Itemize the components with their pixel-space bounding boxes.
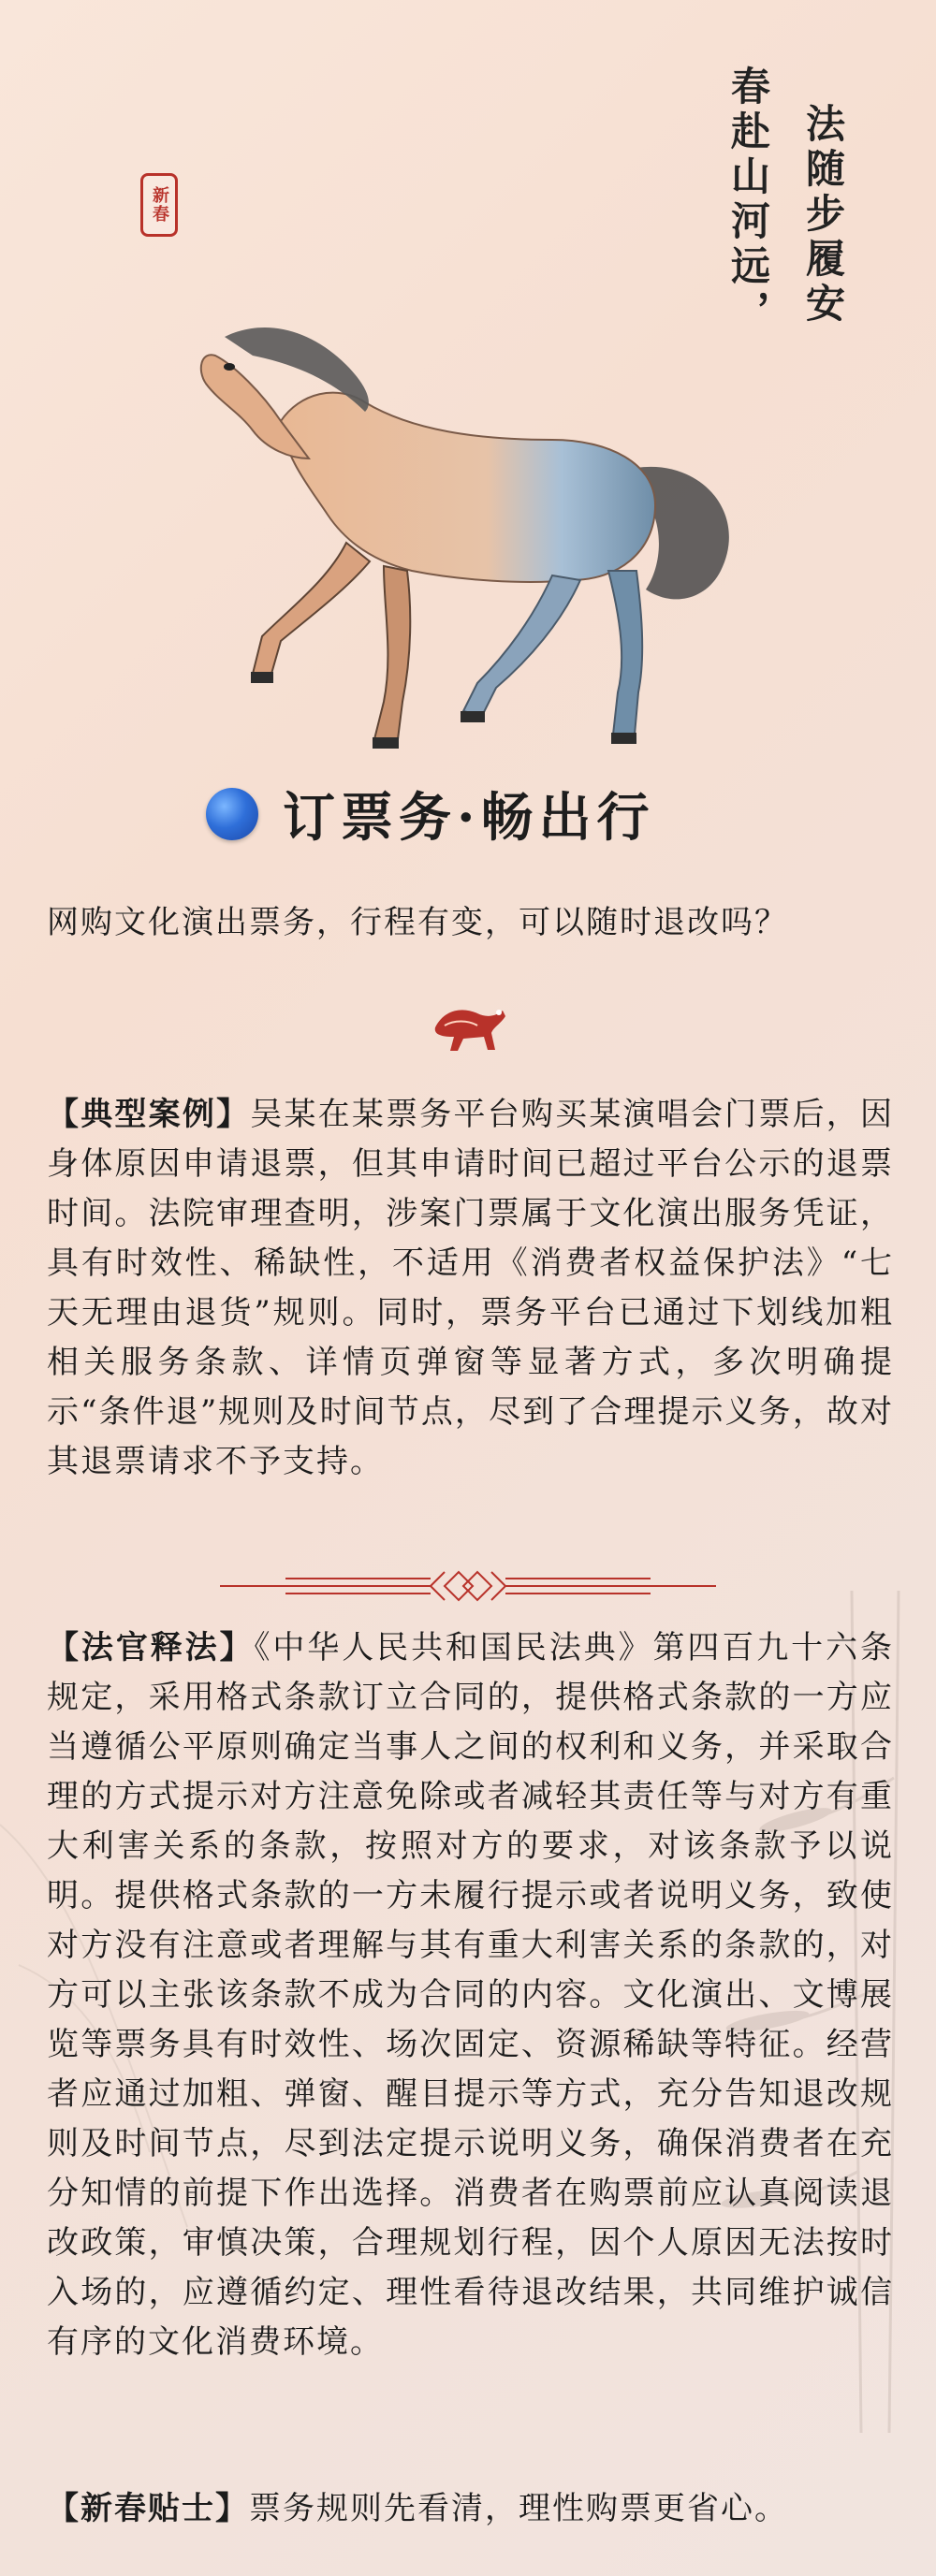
case-label: 【典型案例】 bbox=[47, 1096, 251, 1133]
tip-label: 【新春贴士】 bbox=[47, 2490, 249, 2527]
title-line-right: 法随步履安 bbox=[800, 103, 846, 327]
ornamental-divider bbox=[220, 1567, 716, 1605]
tip-text: 票务规则先看清，理性购票更省心。 bbox=[249, 2490, 788, 2527]
section-heading bbox=[206, 777, 655, 851]
section-title: 订票务·畅出行 bbox=[283, 787, 655, 849]
tip-line bbox=[47, 2484, 894, 2534]
explain-text: 《中华人民共和国民法典》第四百九十六条规定，采用格式条款订立合同的，提供格式条款的一方应当遵循公平原则确定当事人之间的权利和义务，并采取合理的方式提示对方注意免除或者减轻其责任等与对方有重大利害关系的条款，按照对方的要求，对该条款予以说明。提供格式条款的一方未履行提示或者说明义务，致使对方没有注意或者理解与其有重大利害关系的条款的，对方可以主张该条款不成为合同的内容。文化演出、文博展览等票务具有时效性、场次固定、资源稀缺等特征。经营者应通过加粗、弹窗、醒目提示等方式，充分告知退改规则及时间节点，尽到法定提示说明义务，确保消费者在充分知情的前提下作出选择。消费者在购票前应认真阅读退改政策，审慎决策，合理规划行程，因个人原因无法按时入场的，应遵循约定、理性看待退改结果，共同维护诚信有序的文化消费环境。 bbox=[47, 1629, 894, 2361]
title-line-left: 春赴山河远， bbox=[725, 65, 771, 335]
red-horse-stamp-icon bbox=[426, 999, 510, 1055]
explain-paragraph bbox=[47, 1623, 894, 2367]
case-paragraph bbox=[47, 1090, 894, 1487]
case-text: 吴某在某票务平台购买某演唱会门票后，因身体原因申请退票，但其申请时间已超过平台公示的退票时间。法院审理查明，涉案门票属于文化演出服务凭证，具有时效性、稀缺性，不适用《消费者权益保护法》“七天无理由退货”规则。同时，票务平台已通过下划线加粗相关服务条款、详情页弹窗等显著方式，多次明确提示“条件退”规则及时间节点，尽到了合理提示义务，故对其退票请求不予支持。 bbox=[47, 1096, 894, 1480]
question-text: 网购文化演出票务，行程有变，可以随时退改吗？ bbox=[47, 904, 788, 941]
explain-label: 【法官释法】 bbox=[47, 1629, 255, 1666]
blue-circle-icon bbox=[206, 788, 258, 840]
horse-illustration-icon bbox=[197, 299, 749, 767]
new-year-seal: 新春 bbox=[140, 173, 178, 237]
